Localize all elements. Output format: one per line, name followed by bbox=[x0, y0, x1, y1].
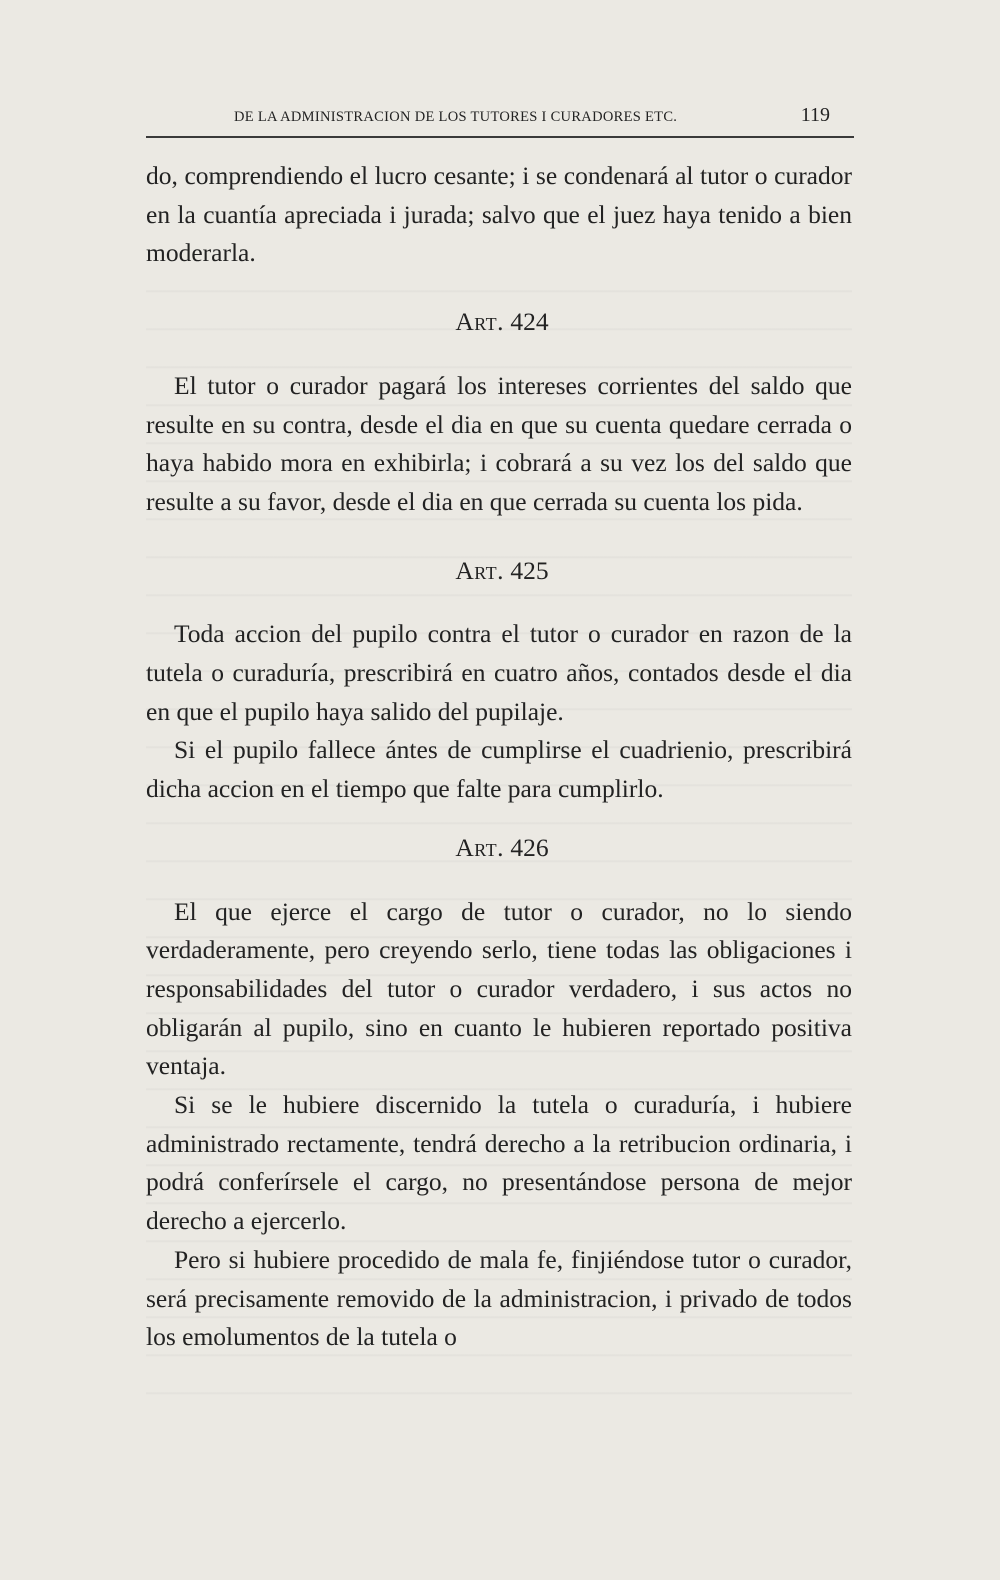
article-label: Art. bbox=[455, 832, 505, 862]
article-heading-426 bbox=[146, 829, 852, 868]
article-425-paragraph-2: Si el pupilo fallece ántes de cumplirse el cuadrienio, prescribirá dicha accion en el tiempo que falte para cumplirlo. bbox=[146, 735, 852, 804]
article-number: 425 bbox=[510, 555, 549, 585]
article-number: 426 bbox=[510, 832, 549, 862]
article-label: Art. bbox=[455, 307, 505, 337]
article-label: Art. bbox=[455, 555, 505, 585]
article-heading-424 bbox=[146, 303, 852, 342]
article-heading-425 bbox=[146, 552, 852, 591]
article-number: 424 bbox=[510, 307, 549, 337]
page-body bbox=[146, 157, 852, 1357]
article-424-paragraph-1: El tutor o curador pagará los intereses corrientes del saldo que resulte en su contra, desde el dia en que su cuenta quedare cerrada o haya habido mora en exhibirla; i cobrará a su vez los del saldo que resulte a su favor, desde el dia en que cerrada su cuenta los pida. bbox=[146, 370, 852, 516]
article-425-paragraph-1: Toda accion del pupilo contra el tutor o curador en razon de la tutela o curaduría, prescribirá en cuatro años, contados desde el dia en que el pupilo haya salido del pupilaje. bbox=[146, 619, 852, 726]
article-426-paragraph-1: El que ejerce el cargo de tutor o curador, no lo siendo verdaderamente, pero creyendo serlo, tiene todas las obligaciones i responsabilidades del tutor o curador verdadero, i sus actos no obligarán al pupilo, sino en cuanto le hubieren reportado positiva ventaja. bbox=[146, 896, 852, 1081]
header-rule bbox=[146, 136, 854, 138]
article-426-paragraph-2: Si se le hubiere discernido la tutela o curaduría, i hubiere administrado rectamente, tendrá derecho a la retribucion ordinaria, i podrá conferírsele el cargo, no presentándose persona de mejor derecho a ejercerlo. bbox=[146, 1090, 852, 1236]
running-title: DE LA ADMINISTRACION DE LOS TUTORES I CURADORES ETC. bbox=[234, 109, 678, 125]
article-426-paragraph-3: Pero si hubiere procedido de mala fe, finjiéndose tutor o curador, será precisamente removido de la administracion, i privado de todos los emolumentos de la tutela o bbox=[146, 1244, 852, 1352]
continuation-paragraph: do, comprendiendo el lucro cesante; i se condenará al tutor o curador en la cuantía apreciada i jurada; salvo que el juez haya tenido a bien moderarla. bbox=[146, 161, 852, 268]
running-header bbox=[146, 104, 854, 132]
page-number: 119 bbox=[800, 104, 830, 126]
